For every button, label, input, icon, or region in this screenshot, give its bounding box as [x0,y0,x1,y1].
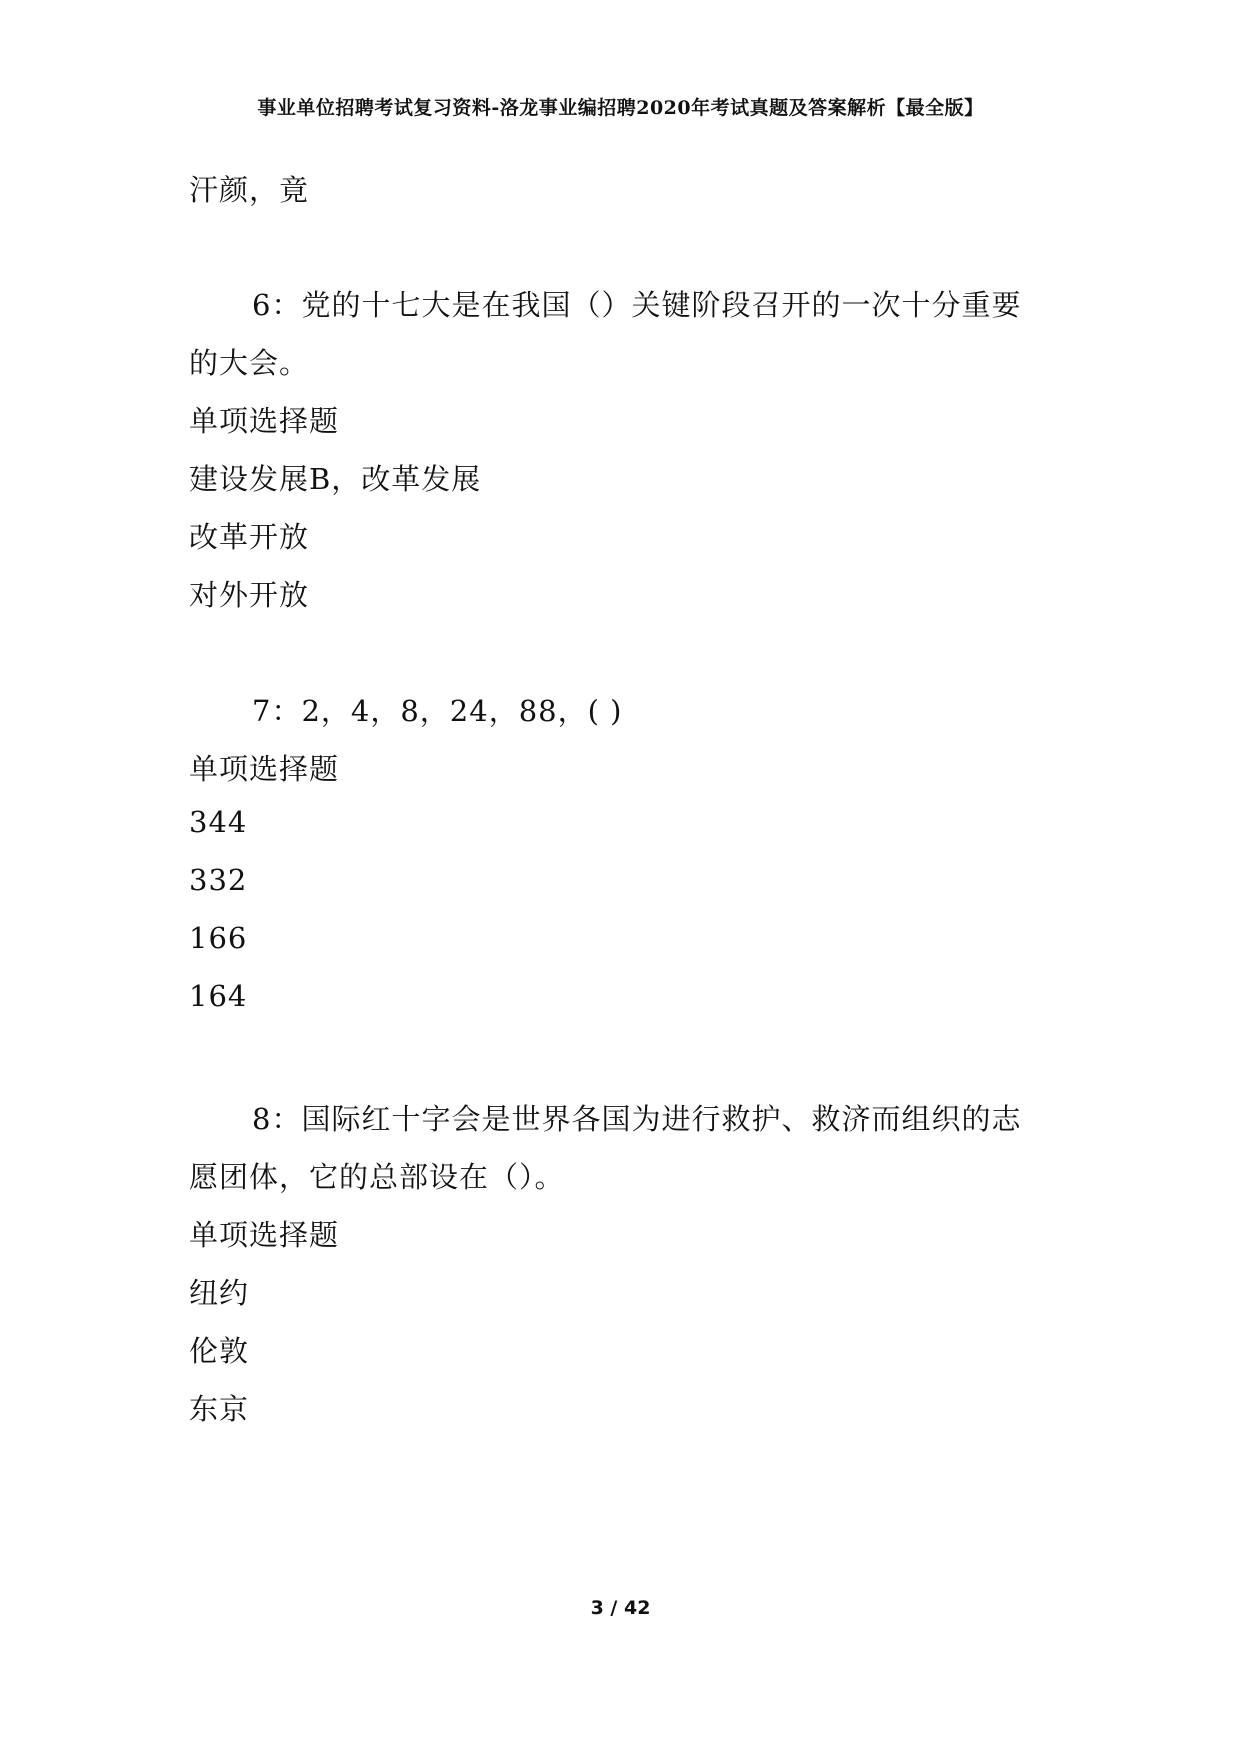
page-header: 事业单位招聘考试复习资料-洛龙事业编招聘2020年考试真题及答案解析【最全版】 [257,97,984,119]
option: 东京 [189,1392,250,1426]
option: 伦敦 [189,1334,250,1368]
option: 对外开放 [189,578,310,612]
question-type: 单项选择题 [189,1218,340,1252]
option: 改革开放 [189,520,310,554]
question-text-continued: 的大会。 [189,346,310,380]
question-text-continued: 愿团体，它的总部设在（）。 [189,1160,565,1194]
previous-question-fragment: 汗颜，竟 [189,173,310,207]
question-text: 7：2，4，8，24，88，( ) [252,694,623,728]
question-type: 单项选择题 [189,404,340,438]
question-text: 6：党的十七大是在我国（）关键阶段召开的一次十分重要 [252,288,1022,322]
page-number: 3 / 42 [590,1597,651,1619]
option: 166 [189,921,248,955]
option: 建设发展B，改革发展 [189,462,482,496]
question-type: 单项选择题 [189,752,340,786]
question-text: 8：国际红十字会是世界各国为进行救护、救济而组织的志 [252,1102,1022,1136]
option: 332 [189,863,248,897]
option: 344 [189,805,248,839]
option: 164 [189,979,248,1013]
option: 纽约 [189,1276,250,1310]
